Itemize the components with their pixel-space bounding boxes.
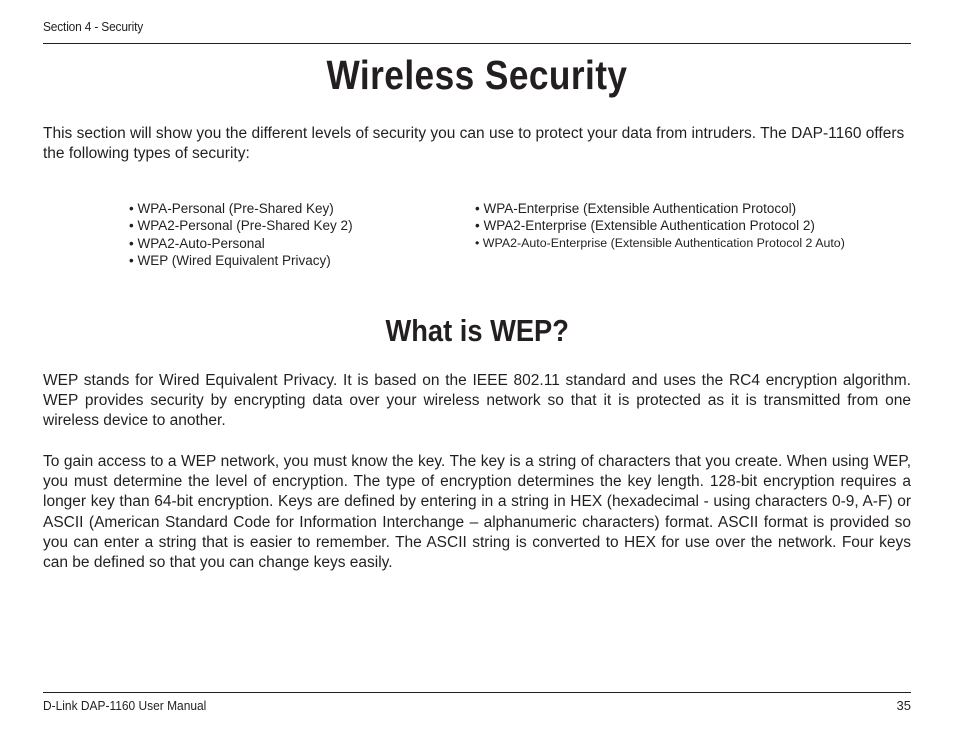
list-item: • WPA2-Auto-Personal [129,235,265,251]
wep-heading [0,313,954,349]
list-item: • WPA-Enterprise (Extensible Authentication Protocol) [475,201,797,216]
intro-paragraph: This section will show you the different levels of security you can use to protect your data from intruders. The DAP-1160 offers the following types of security: [43,125,905,162]
page-number: 35 [896,698,911,713]
list-item: • WPA2-Enterprise (Extensible Authentication Protocol 2) [475,218,815,234]
list-item: • WPA2-Auto-Enterprise (Extensible Authentication Protocol 2 Auto) [475,235,845,250]
list-item: • WEP (Wired Equivalent Privacy) [129,252,331,268]
list-item: • WPA-Personal (Pre-Shared Key) [129,201,334,216]
page-title-text: Wireless Security [326,52,628,98]
header-rule [43,43,911,44]
page-title [0,52,954,99]
wep-paragraph-1: WEP stands for Wired Equivalent Privacy. It is based on the IEEE 802.11 standard and uses the RC4 encryption algorithm. WEP provides security by encrypting data over your wireless network so that it is protected as it is transmitted from one wireless device to another. [43,372,911,430]
wep-heading-text: What is WEP? [385,313,569,348]
footer-manual-title: D-Link DAP-1160 User Manual [43,698,207,713]
wep-paragraph-2: To gain access to a WEP network, you must know the key. The key is a string of characters that you create. When using WEP, you must determine the level of encryption. The type of encryption determines the key length. 128-bit encryption requires a longer key than 64-bit encryption. Keys are defined by entering in a string in HEX (hexadecimal - using characters 0-9, A-F) or ASCII (American Standard Code for Information Interchange – alphanumeric characters) format. ASCII format is provided so you can enter a string that is easier to remember. The ASCII string is converted to HEX for use over the network. Four keys can be defined so that you can change keys easily. [43,453,911,572]
security-list-right [475,200,845,252]
list-item: • WPA2-Personal (Pre-Shared Key 2) [129,218,353,234]
security-list-left [129,200,353,269]
footer-rule [43,692,911,693]
section-label: Section 4 - Security [43,19,144,34]
